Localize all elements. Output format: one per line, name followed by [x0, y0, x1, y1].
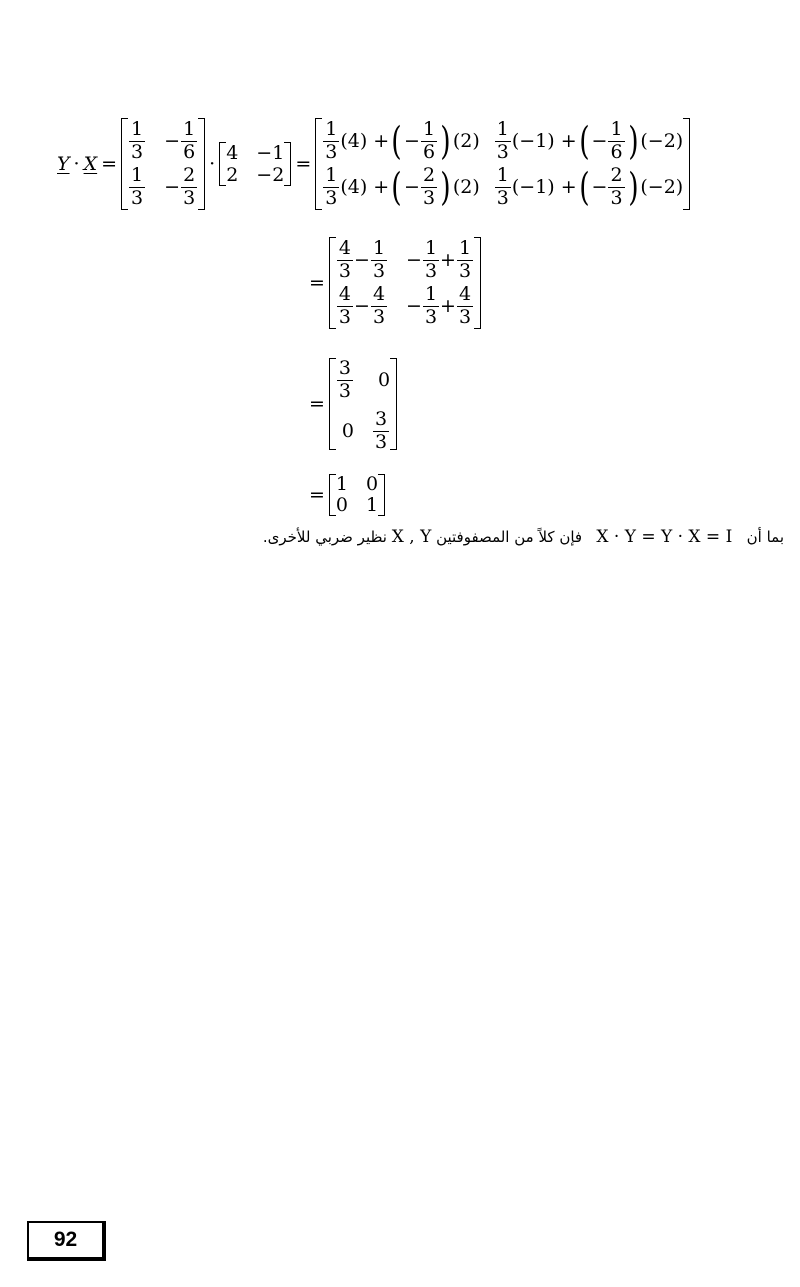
equals-sign-3: =	[309, 271, 325, 294]
matrix-x: 4 −1 2 −2	[219, 142, 291, 186]
equation-row-1	[57, 116, 690, 212]
cell-r2c2: $\frac{1}{3}$ (−1) + ( − $\frac{2}{3}$ ) (−2)	[496, 163, 684, 209]
conclusion-middle: فإن كلاً من المصفوفتين	[436, 528, 583, 546]
conclusion-suffix: نظير ضربي للأخرى.	[262, 528, 387, 546]
cell-r1c1: $\frac{1}{3}$ (4) + ( − $\frac{1}{6}$ ) (2)	[325, 117, 480, 163]
equals-sign-2: =	[295, 152, 312, 175]
matrix-expanded	[315, 118, 690, 210]
matrix-y-label: Y	[57, 152, 70, 175]
conclusion-text	[0, 527, 800, 547]
equation-row-2	[305, 236, 481, 330]
equation-row-3	[305, 357, 397, 451]
cell-r1c2: $\frac{1}{3}$ (−1) + ( − $\frac{1}{6}$ ) (−2)	[496, 117, 684, 163]
matrix-x-label: X	[83, 152, 98, 175]
equals-sign-4: =	[309, 392, 325, 415]
matrix-step-2: $\frac{4}{3}$ − $\frac{1}{3}$ − $\frac{1}{3}$ + $\frac{1}{3}$ $\frac{4}{3}$ − $\frac{4}{3}$ − $\frac{1}{3}$ + $\frac{4}{3}$	[329, 237, 481, 329]
dot-operator: ·	[73, 152, 80, 175]
conclusion-pair: X , Y	[391, 527, 432, 547]
equation-row-4	[305, 473, 385, 517]
matrix-step-3: $\frac{3}{3}$ 0 0 $\frac{3}{3}$	[329, 358, 397, 450]
dot-operator-2: ·	[209, 152, 216, 175]
equals-sign-5: =	[309, 483, 325, 506]
matrix-y: $\frac{1}{3}$ − $\frac{1}{6}$ $\frac{1}{3}$ − $\frac{2}{3}$	[121, 118, 205, 210]
page-number: 92	[27, 1221, 106, 1261]
conclusion-equation: X · Y = Y · X = I	[596, 527, 733, 547]
equals-sign: =	[101, 152, 118, 175]
identity-matrix: 1 0 0 1	[329, 474, 385, 516]
cell-r2c1: $\frac{1}{3}$ (4) + ( − $\frac{2}{3}$ ) (2)	[325, 163, 480, 209]
conclusion-prefix: بما أن	[746, 528, 784, 546]
